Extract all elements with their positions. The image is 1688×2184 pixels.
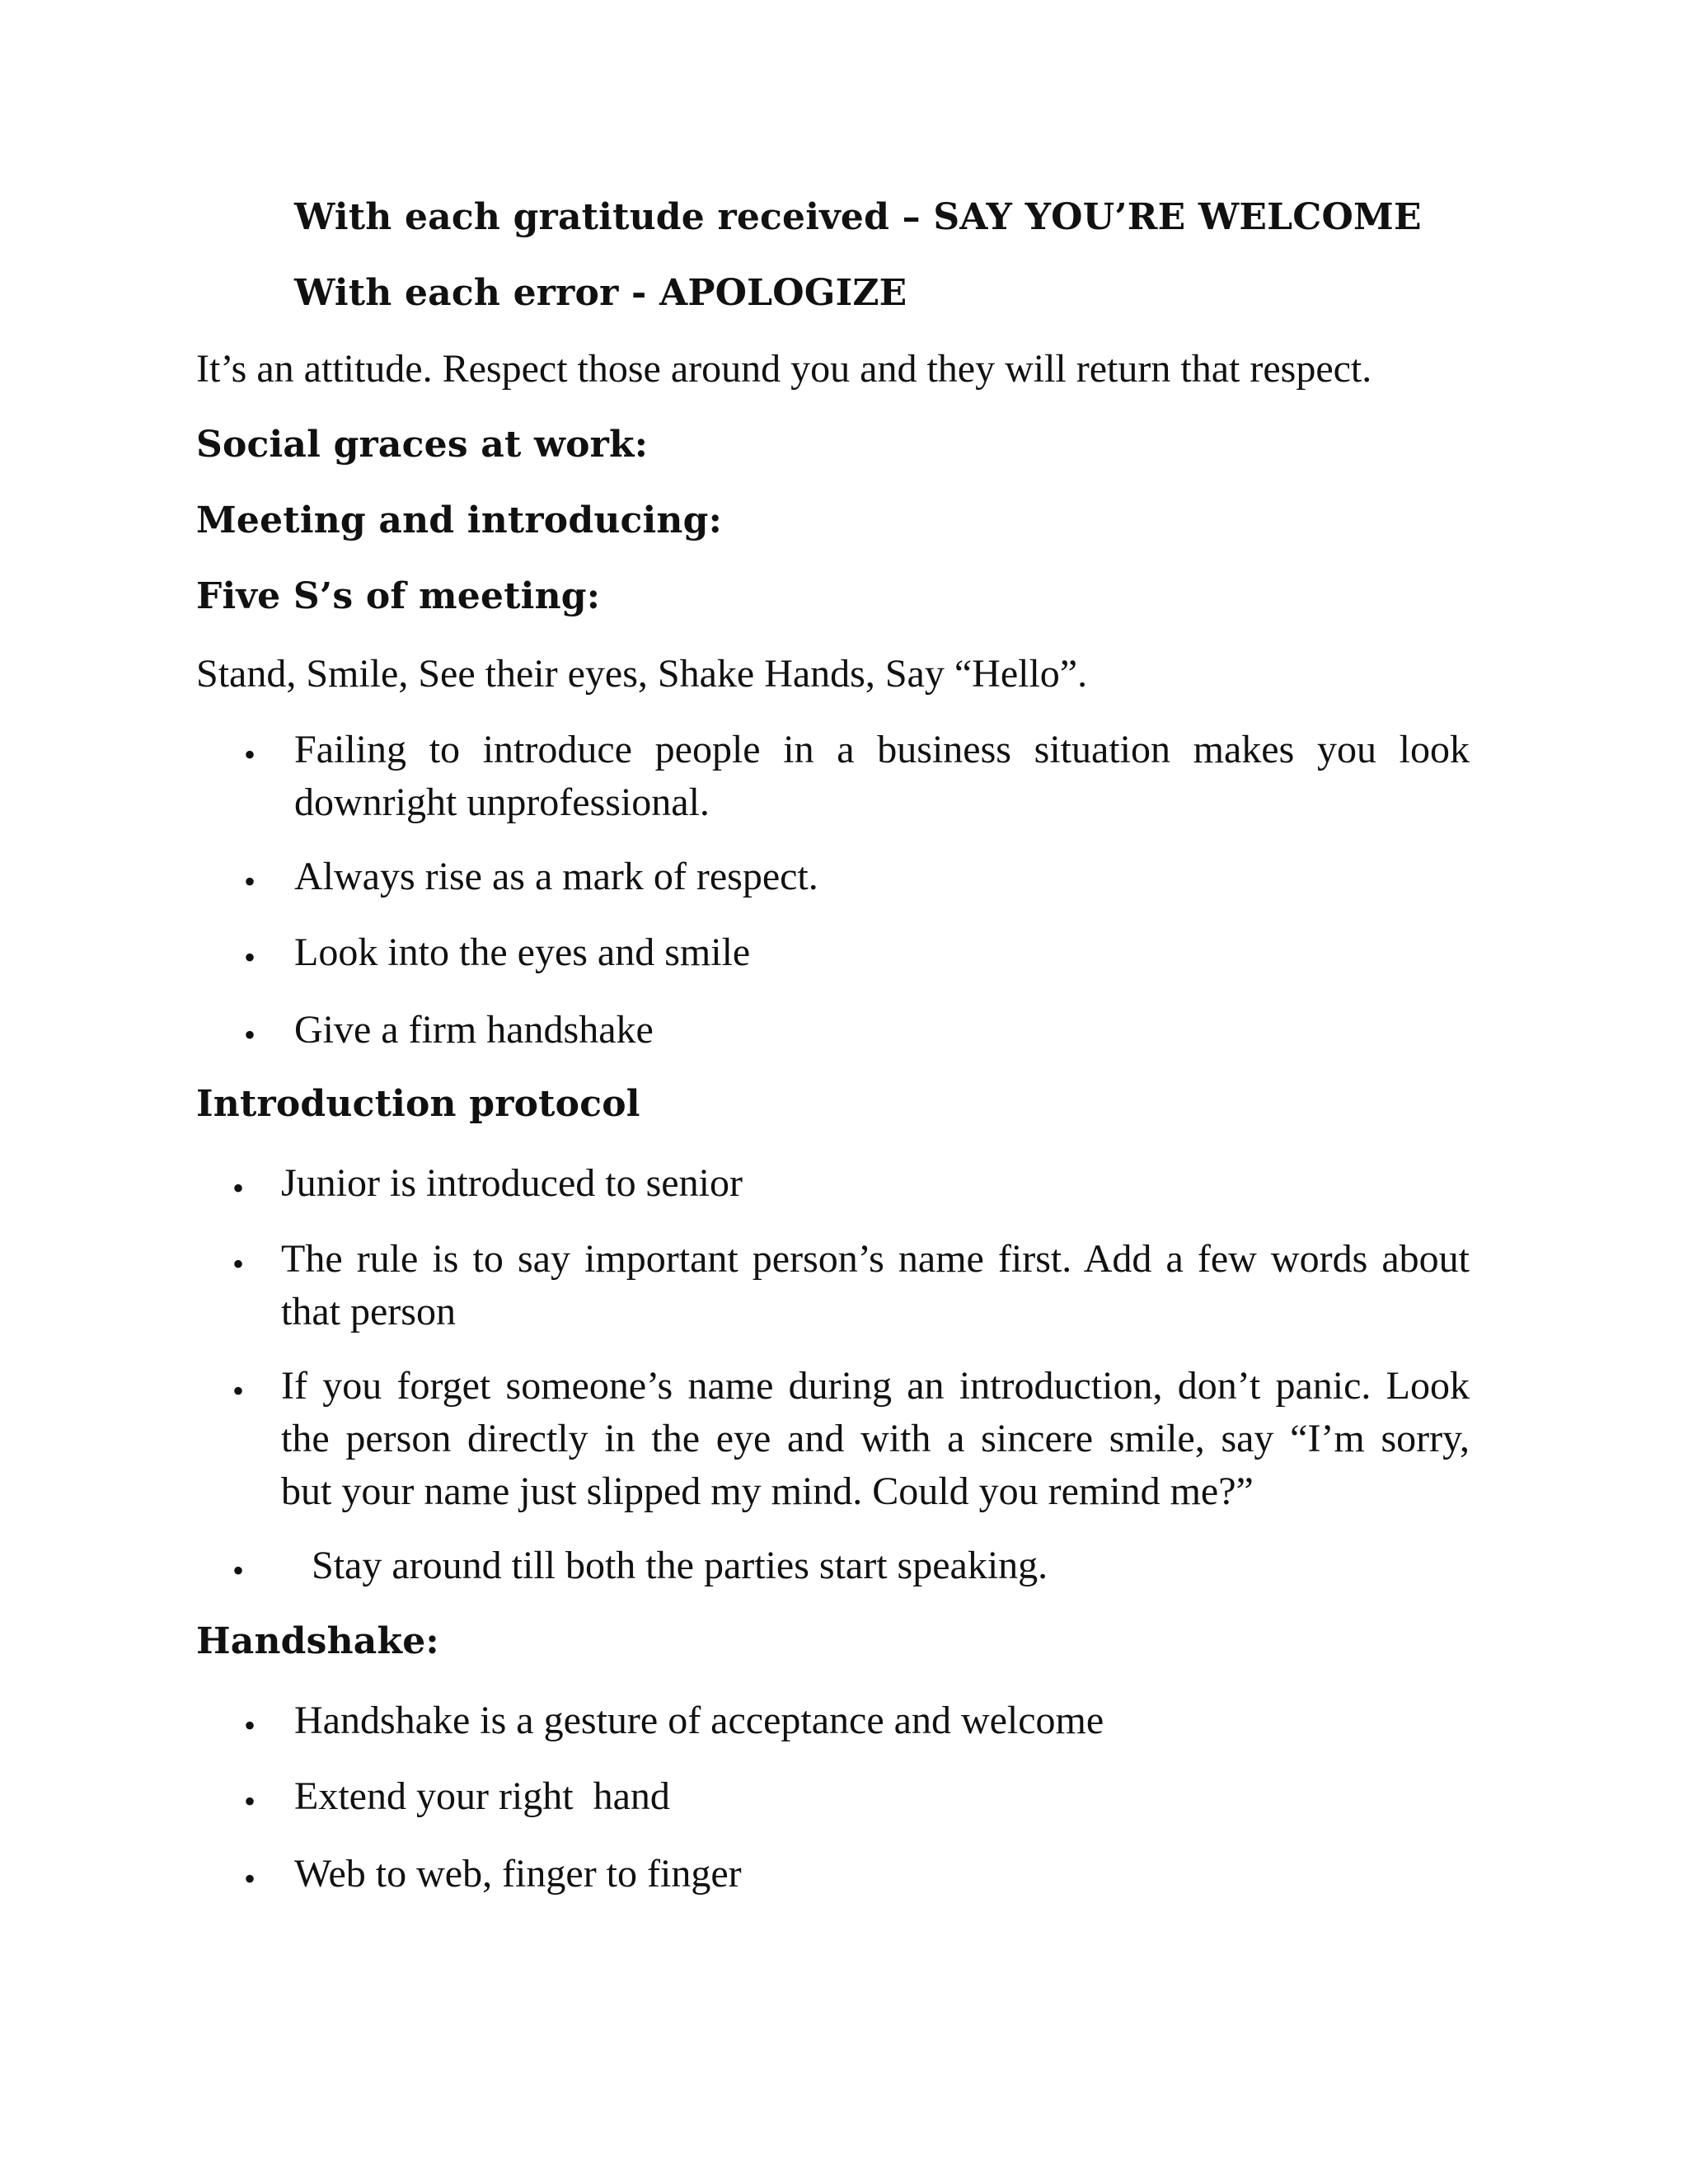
bullet-marker: • xyxy=(244,863,256,900)
bullet-marker: • xyxy=(232,1552,245,1589)
bullet-marker: • xyxy=(232,1372,245,1409)
heading-meeting: Meeting and introducing: xyxy=(196,499,723,541)
list-item-text-line: The rule is to say important person’s name first. Add a few words about xyxy=(281,1237,1470,1281)
gratitude-line: With each gratitude received – SAY YOU’RE WELCOME xyxy=(294,196,1422,238)
heading-introduction-protocol: Introduction protocol xyxy=(196,1083,640,1125)
heading-handshake: Handshake: xyxy=(196,1620,439,1662)
heading-five-s: Five S’s of meeting: xyxy=(196,575,601,617)
bullet-marker: • xyxy=(244,1707,256,1744)
five-s-list: Stand, Smile, See their eyes, Shake Hands, Say “Hello”. xyxy=(196,652,1088,696)
list-item-text-line: but your name just slipped my mind. Could you remind me?” xyxy=(281,1469,1254,1513)
list-item-text: Look into the eyes and smile xyxy=(294,930,751,974)
bullet-marker: • xyxy=(232,1169,245,1207)
error-line: With each error - APOLOGIZE xyxy=(294,272,907,314)
heading-social-graces: Social graces at work: xyxy=(196,424,649,466)
bullet-marker: • xyxy=(244,1016,256,1053)
bullet-marker: • xyxy=(244,939,256,976)
list-item-text: Extend your right hand xyxy=(294,1774,670,1818)
list-item-text-line: Failing to introduce people in a business situation makes you look xyxy=(294,728,1470,771)
list-item-text: Junior is introduced to senior xyxy=(281,1161,743,1205)
list-item-text: Handshake is a gesture of acceptance and welcome xyxy=(294,1699,1104,1742)
attitude-paragraph: It’s an attitude. Respect those around you and they will return that respect. xyxy=(196,347,1372,391)
list-item-text: Give a firm handshake xyxy=(294,1008,654,1052)
bullet-marker: • xyxy=(244,1860,256,1897)
list-item-text: Web to web, finger to finger xyxy=(294,1852,742,1896)
list-item-text-line: the person directly in the eye and with a sincere smile, say “I’m sorry, xyxy=(281,1417,1470,1460)
bullet-marker: • xyxy=(244,736,256,773)
list-item-text: Always rise as a mark of respect. xyxy=(294,855,818,898)
list-item-text: Stay around till both the parties start speaking. xyxy=(312,1544,1048,1587)
list-item-text-line: If you forget someone’s name during an introduction, don’t panic. Look xyxy=(281,1364,1470,1408)
list-item-text-line: downright unprofessional. xyxy=(294,780,710,824)
list-item-text-line: that person xyxy=(281,1290,456,1333)
bullet-marker: • xyxy=(244,1783,256,1820)
bullet-marker: • xyxy=(232,1245,245,1282)
